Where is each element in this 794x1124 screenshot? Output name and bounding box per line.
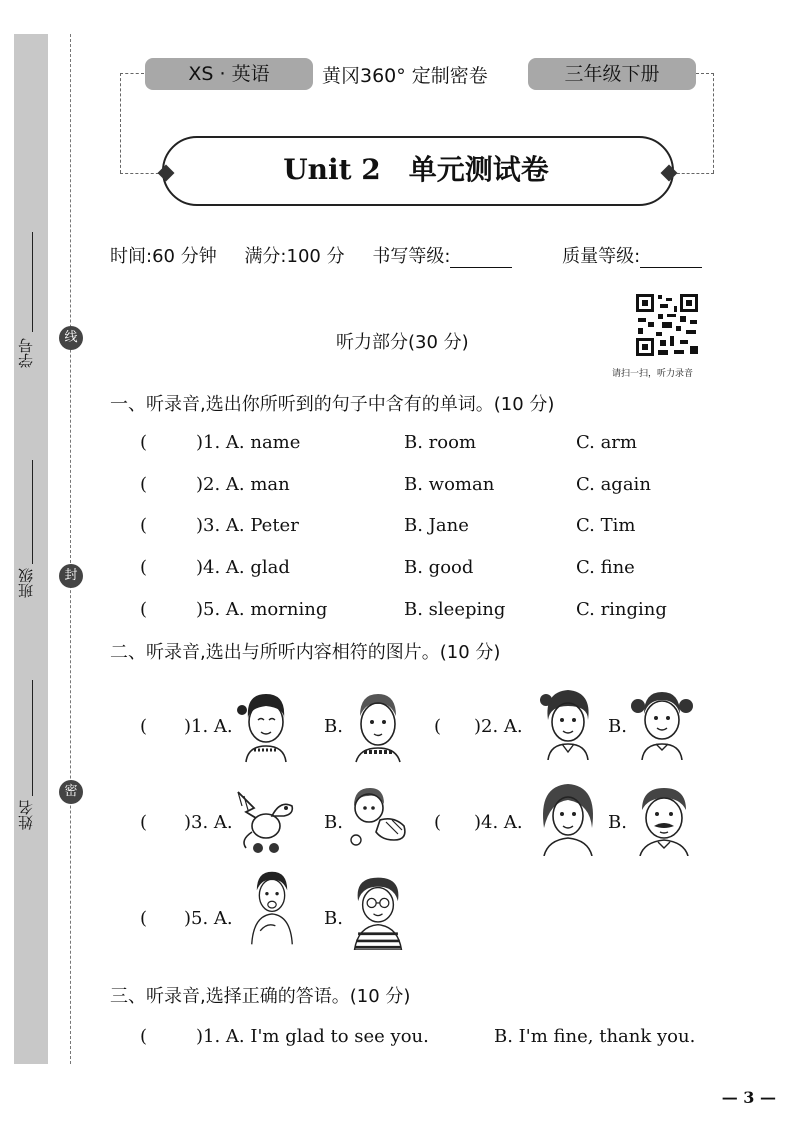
boy-picture-1[interactable] bbox=[346, 688, 410, 764]
full-score: 满分:100 分 bbox=[244, 246, 345, 267]
section2-title: 二、听录音,选出与所听内容相符的图片。(10 分) bbox=[110, 642, 501, 663]
exam-meta bbox=[110, 242, 724, 268]
s1-q3-paren[interactable]: ( bbox=[140, 515, 148, 536]
s2-q2-paren[interactable]: ( bbox=[434, 716, 442, 737]
s3-q1-option-a: )1. A. I'm glad to see you. bbox=[196, 1026, 429, 1047]
s1-q1-option-a: )1. A. name bbox=[196, 432, 301, 453]
seal-feng: 封 bbox=[59, 564, 83, 588]
label-class: 班级 bbox=[17, 568, 35, 598]
header-dash-left-top bbox=[120, 73, 144, 74]
s1-q4-option-b: B. good bbox=[404, 557, 474, 578]
s2-q3-b-label: B. bbox=[324, 812, 343, 833]
section1-title: 一、听录音,选出你所听到的句子中含有的单词。(10 分) bbox=[110, 394, 555, 415]
s1-q3-option-b: B. Jane bbox=[404, 515, 469, 536]
s1-q5-option-b: B. sleeping bbox=[404, 599, 506, 620]
s1-q4-paren[interactable]: ( bbox=[140, 557, 148, 578]
label-name: 姓名 bbox=[17, 800, 35, 830]
dragon-toy-picture[interactable] bbox=[232, 782, 296, 858]
s1-q2-option-c: C. again bbox=[576, 474, 651, 495]
s1-q5-option-c: C. ringing bbox=[576, 599, 667, 620]
quality-grade bbox=[562, 246, 724, 267]
woman-picture[interactable] bbox=[536, 780, 600, 856]
name-line bbox=[32, 680, 33, 796]
s2-q2-b-label: B. bbox=[608, 716, 627, 737]
writing-grade bbox=[372, 246, 534, 267]
s1-q2-paren[interactable]: ( bbox=[140, 474, 148, 495]
s2-q4-paren[interactable]: ( bbox=[434, 812, 442, 833]
writing-grade-blank[interactable] bbox=[450, 249, 512, 268]
section3-title: 三、听录音,选择正确的答语。(10 分) bbox=[110, 986, 411, 1007]
time-limit: 时间:60 分钟 bbox=[110, 246, 217, 267]
girl-short-hair-picture[interactable] bbox=[234, 688, 298, 764]
subject-pill: XS · 英语 bbox=[145, 58, 313, 90]
seal-mi: 密 bbox=[59, 780, 83, 804]
seal-xian: 线 bbox=[59, 326, 83, 350]
s1-q3-option-c: C. Tim bbox=[576, 515, 636, 536]
class-line bbox=[32, 460, 33, 564]
s2-q1-paren[interactable]: ( bbox=[140, 716, 148, 737]
writing-grade-label: 书写等级: bbox=[372, 246, 451, 267]
header-dash-right-bottom bbox=[672, 173, 714, 174]
man-moustache-picture[interactable] bbox=[632, 780, 696, 856]
listening-heading: 听力部分(30 分) bbox=[336, 332, 469, 353]
qr-caption: 请扫一扫，听力录音 bbox=[612, 369, 694, 379]
binding-dash-line bbox=[70, 34, 71, 1064]
quality-grade-label: 质量等级: bbox=[562, 246, 641, 267]
s2-q1-label: )1. A. bbox=[184, 716, 233, 737]
s2-q3-label: )3. A. bbox=[184, 812, 233, 833]
s2-q4-b-label: B. bbox=[608, 812, 627, 833]
qr-code-icon[interactable] bbox=[634, 292, 700, 358]
student-id-line bbox=[32, 232, 33, 332]
boy-glasses-picture[interactable] bbox=[346, 874, 410, 950]
baby-crawling-picture[interactable] bbox=[346, 782, 410, 858]
s1-q1-paren[interactable]: ( bbox=[140, 432, 148, 453]
page-number: — 3 — bbox=[721, 1088, 776, 1107]
s1-q4-option-c: C. fine bbox=[576, 557, 635, 578]
header-dash-right-vertical bbox=[713, 73, 714, 173]
girl-ponytail-picture[interactable] bbox=[536, 684, 600, 760]
s2-q5-label: )5. A. bbox=[184, 908, 233, 929]
s1-q3-option-a: )3. A. Peter bbox=[196, 515, 299, 536]
s1-q5-option-a: )5. A. morning bbox=[196, 599, 328, 620]
page-title: Unit 2 单元测试卷 bbox=[283, 153, 549, 186]
s2-q2-label: )2. A. bbox=[474, 716, 523, 737]
s1-q1-option-b: B. room bbox=[404, 432, 477, 453]
girl-pigtails-picture[interactable] bbox=[630, 684, 694, 760]
s3-q1-option-b: B. I'm fine, thank you. bbox=[494, 1026, 696, 1047]
s1-q5-paren[interactable]: ( bbox=[140, 599, 148, 620]
s1-q2-option-b: B. woman bbox=[404, 474, 495, 495]
s2-q3-paren[interactable]: ( bbox=[140, 812, 148, 833]
s1-q1-option-c: C. arm bbox=[576, 432, 637, 453]
s2-q1-b-label: B. bbox=[324, 716, 343, 737]
series-title: 黄冈360° 定制密卷 bbox=[322, 65, 488, 87]
quality-grade-blank[interactable] bbox=[640, 249, 702, 268]
grade-pill: 三年级下册 bbox=[528, 58, 696, 90]
s1-q4-option-a: )4. A. glad bbox=[196, 557, 290, 578]
s2-q5-b-label: B. bbox=[324, 908, 343, 929]
s1-q2-option-a: )2. A. man bbox=[196, 474, 290, 495]
header-dash-left-vertical bbox=[120, 73, 121, 173]
boy-hand-on-chest-picture[interactable] bbox=[240, 870, 304, 946]
s3-q1-paren[interactable]: ( bbox=[140, 1026, 148, 1047]
s2-q5-paren[interactable]: ( bbox=[140, 908, 148, 929]
header-dash-right-top bbox=[696, 73, 714, 74]
label-student-id: 学号 bbox=[17, 338, 35, 368]
binding-strip bbox=[14, 34, 48, 1064]
s2-q4-label: )4. A. bbox=[474, 812, 523, 833]
